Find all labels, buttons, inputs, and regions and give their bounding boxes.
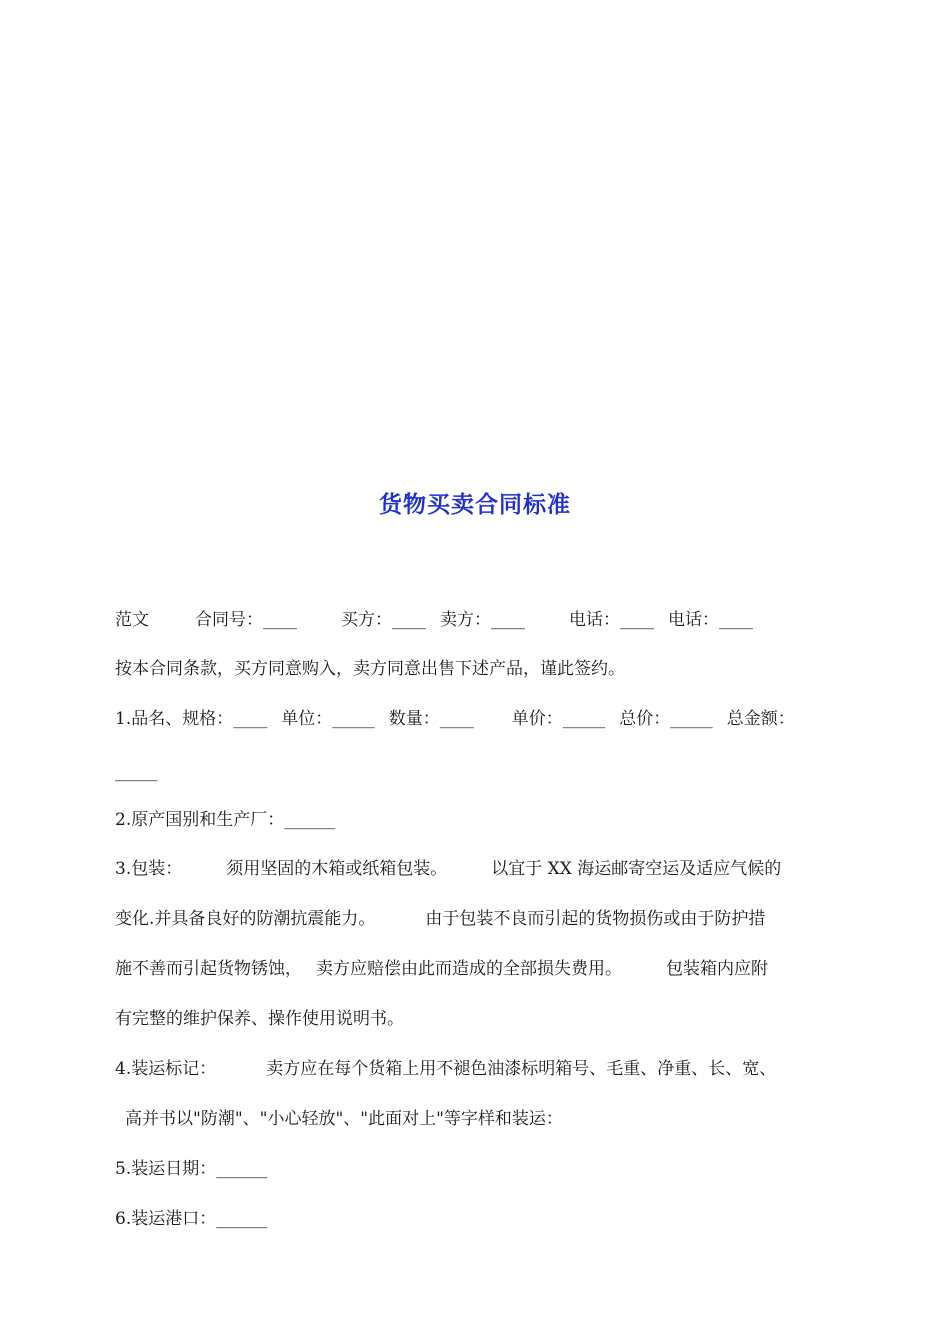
packing-text-d: 由于包装不良而引起的货物损伤或由于防护措: [425, 909, 766, 929]
intro-paragraph: 按本合同条款，买方同意购入，卖方同意出售下述产品，谨此签约。: [115, 659, 625, 679]
shipping-mark-label: 4.装运标记：: [115, 1059, 217, 1079]
item-6-loading-port: 6.装运港口：______: [115, 1209, 268, 1229]
item-3-line-2: [115, 907, 855, 931]
document-title: 货物买卖合同标准: [379, 492, 571, 518]
item-3-line-3: [115, 957, 855, 981]
buyer-field: 买方：____: [341, 610, 426, 630]
packing-text-f: 卖方应赔偿由此而造成的全部损失费用。: [316, 959, 622, 979]
buyer-phone-field: 电话：____: [569, 610, 654, 630]
quantity-field: 数量：____: [388, 709, 474, 729]
item-1-line: [115, 707, 855, 731]
total-amount-blank: _____: [115, 762, 158, 782]
packing-text-c: 变化.并具备良好的防潮抗震能力。: [115, 909, 376, 929]
shipping-mark-text: 卖方应在每个货箱上用不褪色油漆标明箱号、毛重、净重、长、宽、: [266, 1059, 777, 1079]
seller-phone-field: 电话：____: [668, 610, 753, 630]
contract-number-field: 合同号：____: [195, 610, 297, 630]
total-amount-label: 总金额：: [726, 709, 795, 729]
item-4-line-1: [115, 1057, 855, 1081]
item-2-origin: 2.原产国别和生产厂：______: [115, 810, 336, 830]
item-5-shipment-date: 5.装运日期：______: [115, 1159, 268, 1179]
packing-text-b: 以宜于 XX 海运邮寄空运及适应气候的: [491, 859, 782, 879]
item-4-line-2: 高并书以"防潮"、"小心轻放"、"此面对上"等字样和装运：: [125, 1109, 563, 1129]
item-3-line-4: 有完整的维护保养、操作使用说明书。: [115, 1009, 404, 1029]
packing-label: 3.包装：: [115, 859, 183, 879]
packing-text-a: 须用坚固的木箱或纸箱包装。: [226, 859, 448, 879]
packing-text-e: 施不善而引起货物锈蚀，: [115, 959, 302, 979]
total-price-field: 总价：_____: [619, 709, 713, 729]
unit-price-field: 单价：_____: [511, 709, 606, 729]
seller-field: 卖方：____: [440, 610, 525, 630]
product-name-spec-field: 1.品名、规格：____: [115, 709, 268, 729]
sample-label: 范文: [115, 610, 149, 630]
header-line: [115, 608, 855, 632]
unit-field: 单位：_____: [281, 709, 375, 729]
item-3-line-1: [115, 857, 855, 881]
packing-text-g: 包装箱内应附: [666, 959, 768, 979]
